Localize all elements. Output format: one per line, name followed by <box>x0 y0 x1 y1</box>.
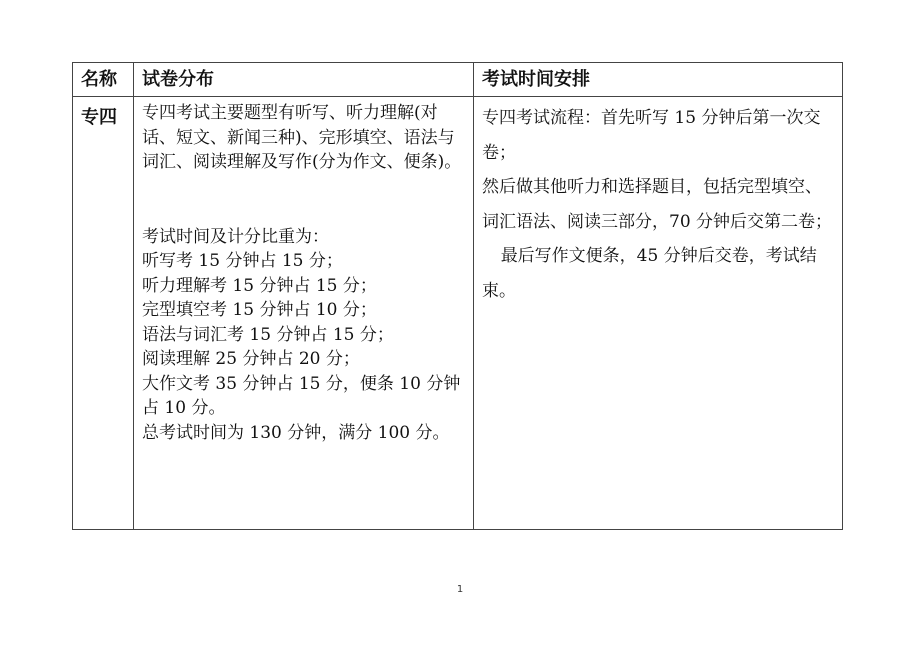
scoring-item: 阅读理解 25 分钟占 20 分； <box>142 349 360 369</box>
cell-distribution <box>134 97 474 530</box>
table-header-row <box>73 63 843 97</box>
cell-name <box>73 97 134 530</box>
distribution-intro: 专四考试主要题型有听写、听力理解(对话、短文、新闻三种)、完形填空、语法与词汇、阅读理解及写作(分为作文、便条)。 <box>142 103 462 172</box>
exam-name: 专四 <box>81 107 117 128</box>
header-distribution <box>134 63 474 97</box>
page-number: 1 <box>456 584 464 595</box>
schedule-step-1: 专四考试流程：首先听写 15 分钟后第一次交卷； <box>482 108 821 163</box>
scoring-item: 语法与词汇考 15 分钟占 15 分； <box>142 324 394 345</box>
scoring-item: 大作文考 35 分钟占 15 分，便条 10 分钟占 10 分。 <box>142 373 461 418</box>
table-row <box>73 97 843 530</box>
scoring-item: 听写考 15 分钟占 15 分； <box>142 251 343 271</box>
exam-info-table <box>72 62 843 530</box>
scoring-total: 总考试时间为 130 分钟，满分 100 分。 <box>142 422 450 443</box>
schedule-step-2: 然后做其他听力和选择题目，包括完型填空、词汇语法、阅读三部分，70 分钟后交第二卷； <box>482 177 833 232</box>
scoring-item: 完型填空考 15 分钟占 10 分； <box>142 300 377 320</box>
cell-schedule <box>474 97 843 530</box>
scoring-title: 考试时间及计分比重为： <box>142 226 329 247</box>
scoring-item: 听力理解考 15 分钟占 15 分； <box>142 275 377 296</box>
header-schedule <box>474 63 843 97</box>
header-name-label: 名称 <box>81 69 117 90</box>
header-name <box>73 63 134 97</box>
header-schedule-label: 考试时间安排 <box>482 69 590 90</box>
header-distribution-label: 试卷分布 <box>142 69 214 90</box>
schedule-step-3: 最后写作文便条，45 分钟后交卷，考试结束。 <box>482 246 817 301</box>
